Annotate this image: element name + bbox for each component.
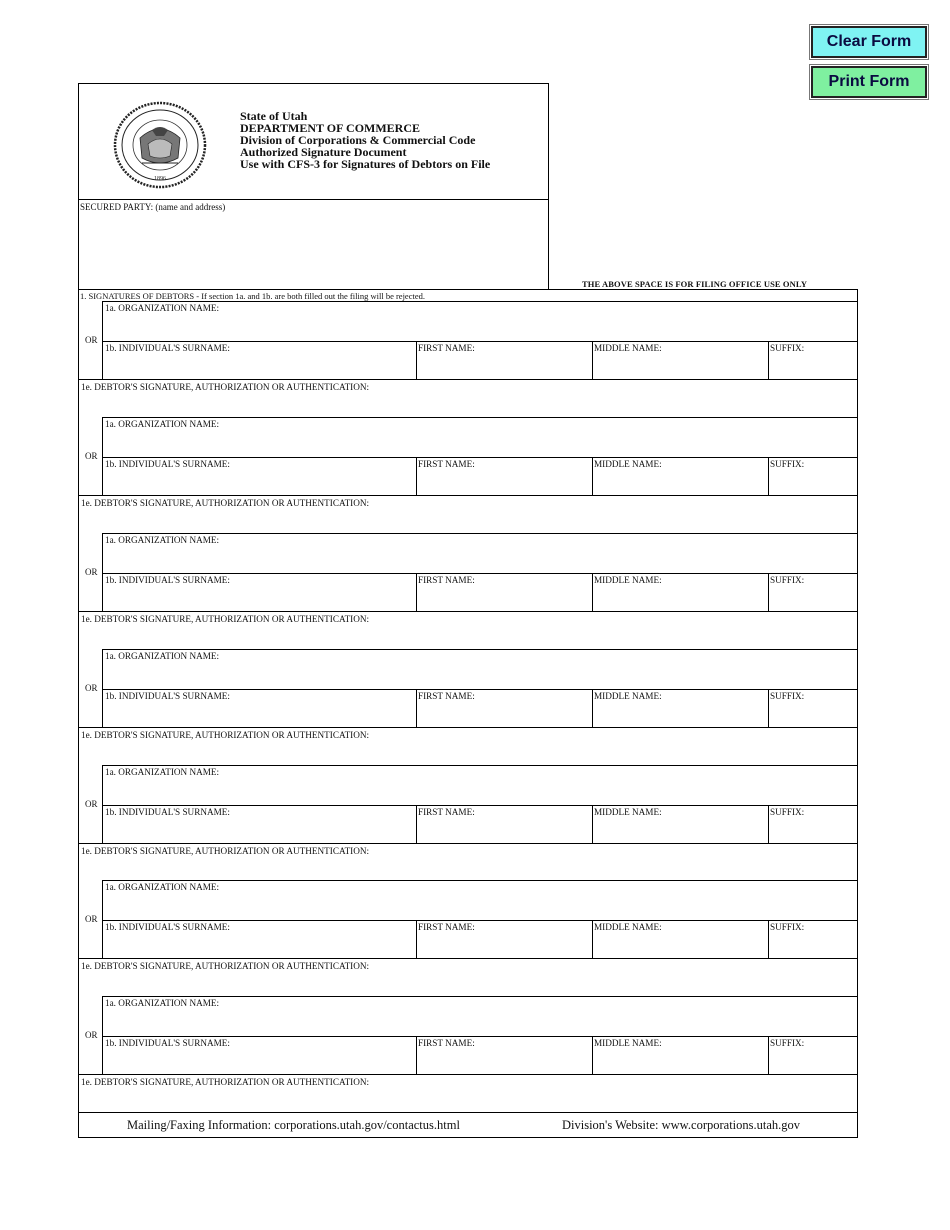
signature-label: 1e. DEBTOR'S SIGNATURE, AUTHORIZATION OR AUTHENTICATION: xyxy=(81,730,370,740)
suffix-field[interactable] xyxy=(769,1037,857,1074)
or-label: OR xyxy=(85,1030,98,1040)
signature-label: 1e. DEBTOR'S SIGNATURE, AUTHORIZATION OR AUTHENTICATION: xyxy=(81,1077,370,1087)
surname-field[interactable] xyxy=(103,690,416,727)
surname-label: 1b. INDIVIDUAL'S SURNAME: xyxy=(105,343,230,353)
debtor-block-2 xyxy=(78,417,858,533)
organization-name-field[interactable] xyxy=(103,534,857,573)
signature-field[interactable] xyxy=(79,497,857,532)
section-header-text: 1. SIGNATURES OF DEBTORS - If section 1a. and 1b. are both filled out the filing will be rejected. xyxy=(80,291,425,301)
rule xyxy=(78,1074,858,1075)
organization-name-label: 1a. ORGANIZATION NAME: xyxy=(105,651,220,661)
header-department: DEPARTMENT OF COMMERCE xyxy=(240,121,421,135)
first-name-label: FIRST NAME: xyxy=(418,343,475,353)
organization-name-label: 1a. ORGANIZATION NAME: xyxy=(105,998,220,1008)
signature-label: 1e. DEBTOR'S SIGNATURE, AUTHORIZATION OR AUTHENTICATION: xyxy=(81,961,370,971)
first-name-field[interactable] xyxy=(417,574,592,611)
middle-name-field[interactable] xyxy=(593,574,768,611)
print-form-button[interactable]: Print Form xyxy=(811,66,927,98)
signature-field[interactable] xyxy=(79,381,857,416)
middle-name-field[interactable] xyxy=(593,1037,768,1074)
signature-field[interactable] xyxy=(79,960,857,995)
agency-header xyxy=(240,110,490,170)
header-document-title: Authorized Signature Document xyxy=(240,145,407,159)
or-label: OR xyxy=(85,683,98,693)
footer-website: Division's Website: www.corporations.utah.gov xyxy=(562,1118,801,1132)
rule xyxy=(78,379,858,380)
suffix-label: SUFFIX: xyxy=(770,459,805,469)
debtor-block-1 xyxy=(78,301,858,417)
organization-name-field[interactable] xyxy=(103,418,857,457)
suffix-label: SUFFIX: xyxy=(770,807,805,817)
or-label: OR xyxy=(85,451,98,461)
signature-field[interactable] xyxy=(79,845,857,880)
middle-name-label: MIDDLE NAME: xyxy=(594,343,662,353)
organization-name-field[interactable] xyxy=(103,302,857,341)
organization-name-field[interactable] xyxy=(103,881,857,920)
middle-name-label: MIDDLE NAME: xyxy=(594,691,662,701)
suffix-label: SUFFIX: xyxy=(770,922,805,932)
header-division: Division of Corporations & Commercial Code xyxy=(240,133,476,147)
suffix-label: SUFFIX: xyxy=(770,575,805,585)
signature-label: 1e. DEBTOR'S SIGNATURE, AUTHORIZATION OR AUTHENTICATION: xyxy=(81,498,370,508)
filing-office-label: THE ABOVE SPACE IS FOR FILING OFFICE USE ONLY xyxy=(582,279,808,289)
first-name-field[interactable] xyxy=(417,1037,592,1074)
debtor-block-4 xyxy=(78,649,858,765)
suffix-label: SUFFIX: xyxy=(770,343,805,353)
first-name-field[interactable] xyxy=(417,342,592,379)
clear-form-button[interactable]: Clear Form xyxy=(811,26,927,58)
signature-label: 1e. DEBTOR'S SIGNATURE, AUTHORIZATION OR AUTHENTICATION: xyxy=(81,382,370,392)
surname-field[interactable] xyxy=(103,1037,416,1074)
or-label: OR xyxy=(85,335,98,345)
first-name-label: FIRST NAME: xyxy=(418,575,475,585)
surname-field[interactable] xyxy=(103,458,416,495)
signature-label: 1e. DEBTOR'S SIGNATURE, AUTHORIZATION OR AUTHENTICATION: xyxy=(81,846,370,856)
signature-field[interactable] xyxy=(79,1076,857,1111)
debtor-block-7 xyxy=(78,996,858,1112)
rule xyxy=(78,495,858,496)
first-name-label: FIRST NAME: xyxy=(418,807,475,817)
middle-name-field[interactable] xyxy=(593,690,768,727)
first-name-label: FIRST NAME: xyxy=(418,1038,475,1048)
first-name-field[interactable] xyxy=(417,806,592,843)
debtor-block-6 xyxy=(78,880,858,996)
organization-name-field[interactable] xyxy=(103,650,857,689)
header-state: State of Utah xyxy=(240,109,308,123)
middle-name-field[interactable] xyxy=(593,921,768,958)
suffix-label: SUFFIX: xyxy=(770,1038,805,1048)
surname-label: 1b. INDIVIDUAL'S SURNAME: xyxy=(105,691,230,701)
debtor-block-3 xyxy=(78,533,858,649)
organization-name-label: 1a. ORGANIZATION NAME: xyxy=(105,303,220,313)
middle-name-field[interactable] xyxy=(593,806,768,843)
surname-label: 1b. INDIVIDUAL'S SURNAME: xyxy=(105,1038,230,1048)
organization-name-label: 1a. ORGANIZATION NAME: xyxy=(105,419,220,429)
secured-party-label: SECURED PARTY: (name and address) xyxy=(80,202,226,212)
organization-name-label: 1a. ORGANIZATION NAME: xyxy=(105,535,220,545)
first-name-field[interactable] xyxy=(417,458,592,495)
surname-label: 1b. INDIVIDUAL'S SURNAME: xyxy=(105,459,230,469)
secured-party-field[interactable] xyxy=(78,199,549,290)
surname-field[interactable] xyxy=(103,806,416,843)
surname-field[interactable] xyxy=(103,574,416,611)
organization-name-field[interactable] xyxy=(103,766,857,805)
rule xyxy=(78,611,858,612)
middle-name-label: MIDDLE NAME: xyxy=(594,807,662,817)
surname-label: 1b. INDIVIDUAL'S SURNAME: xyxy=(105,922,230,932)
suffix-field[interactable] xyxy=(769,690,857,727)
middle-name-field[interactable] xyxy=(593,342,768,379)
organization-name-label: 1a. ORGANIZATION NAME: xyxy=(105,767,220,777)
first-name-field[interactable] xyxy=(417,921,592,958)
middle-name-label: MIDDLE NAME: xyxy=(594,575,662,585)
signature-field[interactable] xyxy=(79,729,857,764)
organization-name-field[interactable] xyxy=(103,997,857,1036)
middle-name-label: MIDDLE NAME: xyxy=(594,922,662,932)
signature-label: 1e. DEBTOR'S SIGNATURE, AUTHORIZATION OR AUTHENTICATION: xyxy=(81,614,370,624)
rule xyxy=(78,843,858,844)
surname-field[interactable] xyxy=(103,342,416,379)
surname-label: 1b. INDIVIDUAL'S SURNAME: xyxy=(105,575,230,585)
suffix-field[interactable] xyxy=(769,458,857,495)
or-label: OR xyxy=(85,567,98,577)
svg-text:1896: 1896 xyxy=(154,176,166,182)
signature-field[interactable] xyxy=(79,613,857,648)
first-name-label: FIRST NAME: xyxy=(418,691,475,701)
middle-name-label: MIDDLE NAME: xyxy=(594,459,662,469)
suffix-label: SUFFIX: xyxy=(770,691,805,701)
first-name-label: FIRST NAME: xyxy=(418,922,475,932)
middle-name-field[interactable] xyxy=(593,458,768,495)
debtor-block-5 xyxy=(78,765,858,881)
rule xyxy=(78,958,858,959)
or-label: OR xyxy=(85,799,98,809)
suffix-field[interactable] xyxy=(769,574,857,611)
rule xyxy=(78,727,858,728)
suffix-field[interactable] xyxy=(769,806,857,843)
or-label: OR xyxy=(85,914,98,924)
middle-name-label: MIDDLE NAME: xyxy=(594,1038,662,1048)
footer-mailing-info: Mailing/Faxing Information: corporations.utah.gov/contactus.html xyxy=(127,1118,460,1132)
organization-name-label: 1a. ORGANIZATION NAME: xyxy=(105,882,220,892)
utah-state-seal-icon xyxy=(112,100,208,190)
first-name-label: FIRST NAME: xyxy=(418,459,475,469)
suffix-field[interactable] xyxy=(769,921,857,958)
first-name-field[interactable] xyxy=(417,690,592,727)
header-usage: Use with CFS-3 for Signatures of Debtors on File xyxy=(240,157,491,171)
surname-field[interactable] xyxy=(103,921,416,958)
surname-label: 1b. INDIVIDUAL'S SURNAME: xyxy=(105,807,230,817)
suffix-field[interactable] xyxy=(769,342,857,379)
